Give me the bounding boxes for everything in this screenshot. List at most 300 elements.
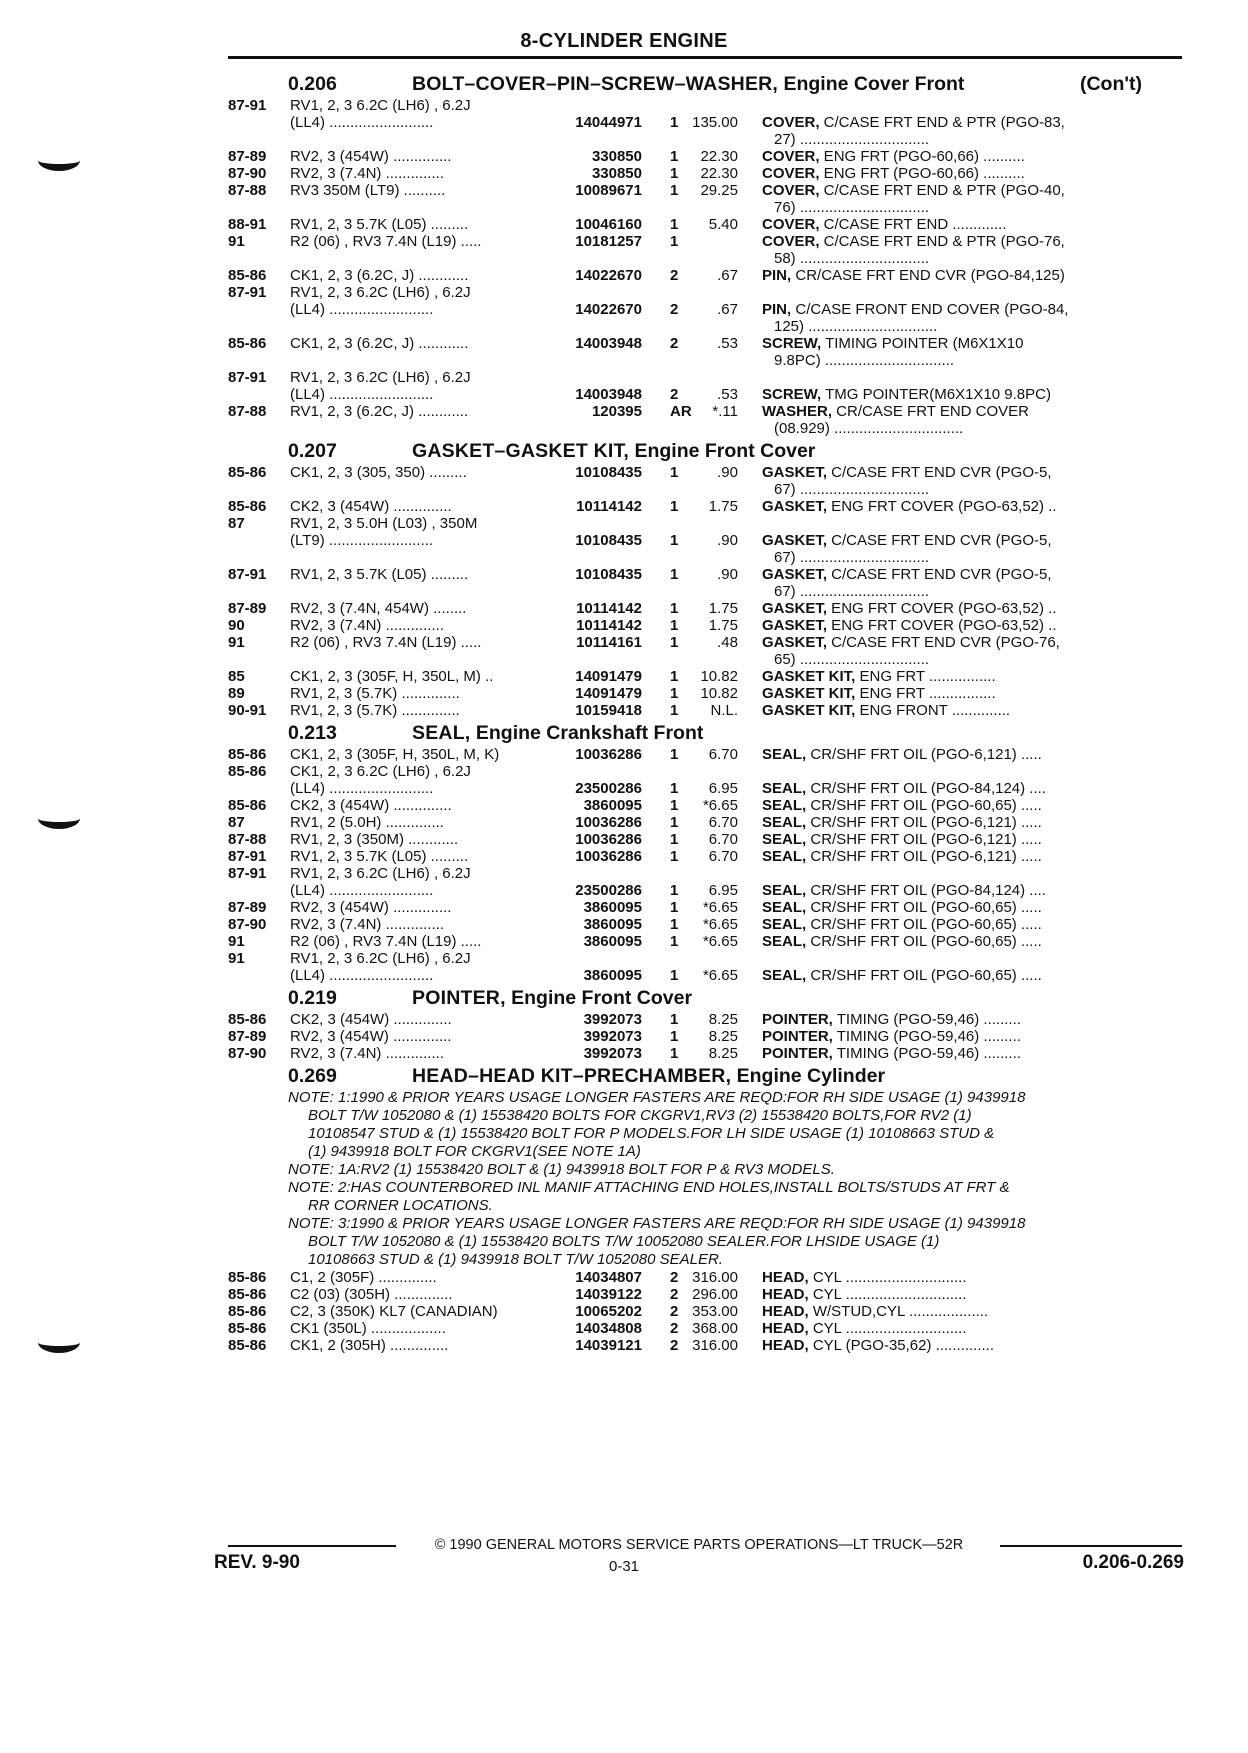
model-applicability: CK1, 2, 3 (305F, H, 350L, M, K) (290, 746, 500, 763)
empty-cell (572, 352, 646, 369)
part-description-continued: 27) ............................... (774, 131, 930, 148)
note-line: BOLT T/W 1052080 & (1) 15538420 BOLTS T/W 10052080 SEALER.FOR LHSIDE USAGE (1) (308, 1233, 940, 1250)
part-noun: COVER, (762, 165, 820, 182)
model-years: 85 (228, 668, 245, 685)
empty-cell (228, 318, 290, 335)
part-description (762, 1028, 1182, 1045)
empty-cell (228, 352, 290, 369)
quantity: 2 (670, 386, 679, 403)
model-applicability: C1, 2 (305F) .............. (290, 1269, 437, 1286)
price: .67 (717, 267, 738, 284)
quantity: 1 (670, 165, 679, 182)
quantity (646, 97, 686, 114)
part-row (228, 1011, 1182, 1028)
part-description (762, 284, 1182, 301)
section-number: 0.269 (288, 1065, 337, 1087)
part-row (228, 600, 1182, 617)
model-applicability: RV1, 2, 3 (350M) ............ (290, 831, 459, 848)
part-description (762, 515, 1182, 532)
section-number: 0.219 (288, 987, 337, 1009)
part-description (762, 267, 1182, 284)
part-row (228, 933, 1182, 950)
part-row-continuation (228, 318, 1182, 335)
part-row (228, 1303, 1182, 1320)
part-description (762, 233, 1182, 250)
part-number: 10181257 (575, 233, 642, 250)
price (686, 369, 762, 386)
quantity: 1 (670, 532, 679, 549)
empty-cell (228, 420, 290, 437)
empty-cell (686, 250, 762, 267)
empty-cell (290, 583, 572, 600)
quantity: 2 (670, 1337, 679, 1354)
part-description-detail: ENG FRT COVER (PGO-63,52) .. (827, 600, 1057, 617)
part-description-detail: C/CASE FRT END CVR (PGO-76, (827, 634, 1060, 651)
model-years: 91 (228, 950, 245, 967)
part-noun: SEAL, (762, 797, 807, 814)
part-number: 10108435 (575, 566, 642, 583)
part-row-continuation (228, 651, 1182, 668)
empty-cell (290, 549, 572, 566)
empty-cell (646, 352, 686, 369)
part-number: 10036286 (575, 814, 642, 831)
part-description-detail: CYL ............................. (808, 1320, 967, 1337)
empty-cell (290, 420, 572, 437)
quantity: 1 (670, 566, 679, 583)
part-description-detail: TMG POINTER(M6X1X10 9.8PC) (821, 386, 1051, 403)
empty-cell (228, 131, 290, 148)
part-row (228, 814, 1182, 831)
part-number: 10046160 (575, 216, 642, 233)
model-years: 87-91 (228, 97, 267, 114)
empty-cell (290, 651, 572, 668)
model-applicability: RV1, 2, 3 5.7K (L05) ......... (290, 566, 469, 583)
part-number: 3860095 (583, 967, 642, 984)
price (686, 865, 762, 882)
empty-cell (572, 131, 646, 148)
part-number: 14039122 (575, 1286, 642, 1303)
empty-cell (228, 199, 290, 216)
price: 22.30 (700, 165, 738, 182)
part-description (762, 148, 1182, 165)
model-applicability: (LL4) ......................... (290, 967, 434, 984)
part-description (762, 165, 1182, 182)
model-years: 87-91 (228, 566, 267, 583)
quantity: 2 (670, 1286, 679, 1303)
part-row-continuation (228, 583, 1182, 600)
footer-rule (1000, 1545, 1182, 1547)
part-row (228, 780, 1182, 797)
part-description-detail: CR/CASE FRT END COVER (832, 403, 1029, 420)
part-row (228, 865, 1182, 882)
empty-cell (228, 481, 290, 498)
quantity: 1 (670, 882, 679, 899)
model-applicability: RV2, 3 (454W) .............. (290, 899, 452, 916)
part-description (762, 301, 1182, 318)
part-description-detail: CR/SHF FRT OIL (PGO-84,124) .... (806, 780, 1046, 797)
model-years: 87-88 (228, 831, 267, 848)
part-description (762, 746, 1182, 763)
part-row-continuation (228, 481, 1182, 498)
price: 8.25 (708, 1045, 738, 1062)
part-noun: SEAL, (762, 848, 807, 865)
part-number: 23500286 (575, 882, 642, 899)
part-row-continuation (228, 352, 1182, 369)
quantity: 2 (670, 1269, 679, 1286)
part-description-detail: C/CASE FRT END CVR (PGO-5, (827, 464, 1052, 481)
model-years (228, 882, 290, 899)
part-noun: GASKET KIT, (762, 685, 856, 702)
part-number: 3860095 (583, 797, 642, 814)
empty-cell (646, 583, 686, 600)
part-description-detail: ENG FRT ................ (855, 668, 996, 685)
quantity: 1 (670, 780, 679, 797)
part-description (762, 369, 1182, 386)
quantity: 1 (670, 967, 679, 984)
quantity (646, 284, 686, 301)
part-description-detail: C/CASE FRT END CVR (PGO-5, (827, 532, 1052, 549)
quantity (646, 515, 686, 532)
quantity (646, 369, 686, 386)
price: 10.82 (700, 668, 738, 685)
part-description-detail: CYL ............................. (808, 1269, 967, 1286)
model-years: 87-88 (228, 403, 267, 420)
part-number: 10089671 (575, 182, 642, 199)
part-description-detail: C/CASE FRT END & PTR (PGO-76, (819, 233, 1065, 250)
part-description (762, 216, 1182, 233)
empty-cell (572, 481, 646, 498)
part-description-continued: (08.929) ............................... (774, 420, 964, 437)
part-description (762, 685, 1182, 702)
part-row (228, 1286, 1182, 1303)
part-row-continuation (228, 420, 1182, 437)
part-description (762, 464, 1182, 481)
price (686, 233, 762, 250)
part-row (228, 284, 1182, 301)
section-title (412, 987, 1182, 1009)
part-number: 14034807 (575, 1269, 642, 1286)
model-years: 85-86 (228, 335, 267, 352)
quantity (646, 950, 686, 967)
model-applicability: RV1, 2, 3 5.7K (L05) ......... (290, 848, 469, 865)
model-applicability: (LT9) ......................... (290, 532, 434, 549)
quantity: 1 (670, 233, 679, 250)
note-line: NOTE: 3:1990 & PRIOR YEARS USAGE LONGER FASTERS ARE REQD:FOR RH SIDE USAGE (1) 9439918 (288, 1215, 1026, 1232)
part-number: 3860095 (583, 916, 642, 933)
empty-cell (572, 651, 646, 668)
part-description (762, 634, 1182, 651)
section-title (412, 440, 1182, 462)
empty-cell (572, 549, 646, 566)
part-noun: PIN, (762, 301, 792, 318)
part-description (762, 114, 1182, 131)
model-years: 87-91 (228, 284, 267, 301)
price: 10.82 (700, 685, 738, 702)
model-applicability: RV1, 2, 3 6.2C (LH6) , 6.2J (290, 284, 471, 301)
part-row (228, 1269, 1182, 1286)
model-years: 85-86 (228, 1286, 267, 1303)
section-heading (228, 73, 1182, 95)
price: 1.75 (708, 498, 738, 515)
part-description-detail: C/CASE FRT END & PTR (PGO-40, (819, 182, 1065, 199)
part-row (228, 916, 1182, 933)
part-number: 3860095 (583, 899, 642, 916)
model-applicability: (LL4) ......................... (290, 780, 434, 797)
quantity: 1 (670, 1028, 679, 1045)
model-years: 91 (228, 634, 245, 651)
model-applicability: RV2, 3 (7.4N, 454W) ........ (290, 600, 467, 617)
empty-cell (686, 651, 762, 668)
footer-copyright: © 1990 GENERAL MOTORS SERVICE PARTS OPERATIONS—LT TRUCK—52R (434, 1537, 964, 1553)
empty-cell (646, 199, 686, 216)
quantity: 1 (670, 814, 679, 831)
part-description (762, 882, 1182, 899)
model-years: 91 (228, 233, 245, 250)
empty-cell (686, 420, 762, 437)
part-description-detail: CR/SHF FRT OIL (PGO-6,121) ..... (806, 831, 1042, 848)
part-noun: HEAD, (762, 1269, 809, 1286)
price: 1.75 (708, 617, 738, 634)
section-range: 0.206-0.269 (1082, 1552, 1184, 1573)
part-description (762, 335, 1182, 352)
price (686, 515, 762, 532)
price (686, 763, 762, 780)
model-years: 90-91 (228, 702, 267, 719)
part-noun: GASKET KIT, (762, 668, 856, 685)
model-years (228, 301, 290, 318)
part-row (228, 566, 1182, 583)
part-description-continued: 65) ............................... (774, 651, 930, 668)
quantity: 2 (670, 335, 679, 352)
model-applicability: CK2, 3 (454W) .............. (290, 1011, 452, 1028)
model-years: 85-86 (228, 1337, 267, 1354)
model-applicability: RV1, 2, 3 5.7K (L05) ......... (290, 216, 469, 233)
model-applicability: RV1, 2 (5.0H) .............. (290, 814, 444, 831)
part-description (762, 498, 1182, 515)
model-years (228, 386, 290, 403)
model-years: 85-86 (228, 464, 267, 481)
notes-block (288, 1089, 1168, 1269)
part-noun: POINTER, (762, 1028, 833, 1045)
part-number: 330850 (591, 165, 642, 182)
part-number: 10114142 (576, 617, 642, 634)
part-description (762, 566, 1182, 583)
part-row (228, 182, 1182, 199)
empty-cell (290, 318, 572, 335)
part-number: 23500286 (575, 780, 642, 797)
part-description (762, 933, 1182, 950)
part-number: 10114142 (576, 498, 642, 515)
part-description (762, 1286, 1182, 1303)
note-line: NOTE: 2:HAS COUNTERBORED INL MANIF ATTACHING END HOLES,INSTALL BOLTS/STUDS AT FRT & (288, 1179, 1010, 1196)
part-noun: HEAD, (762, 1303, 809, 1320)
part-row (228, 831, 1182, 848)
part-number (572, 284, 646, 301)
part-row (228, 532, 1182, 549)
binder-hole-mark (38, 1332, 80, 1353)
model-years: 87-90 (228, 916, 267, 933)
part-noun: COVER, (762, 233, 820, 250)
model-years: 87-91 (228, 848, 267, 865)
model-years: 85-86 (228, 797, 267, 814)
model-years: 87-89 (228, 899, 267, 916)
part-noun: GASKET, (762, 600, 828, 617)
part-noun: SEAL, (762, 916, 807, 933)
quantity: 1 (670, 702, 679, 719)
empty-cell (686, 199, 762, 216)
model-applicability: CK1, 2 (305H) .............. (290, 1337, 449, 1354)
part-row (228, 216, 1182, 233)
part-row (228, 1320, 1182, 1337)
section-subtitle: Engine Front Cover (634, 440, 816, 462)
part-row (228, 498, 1182, 515)
footer-rule (228, 1545, 396, 1547)
quantity: 1 (670, 933, 679, 950)
part-description-detail: CR/SHF FRT OIL (PGO-6,121) ..... (806, 814, 1042, 831)
part-number: 120395 (591, 403, 642, 420)
section-title (412, 73, 1080, 95)
part-description (762, 899, 1182, 916)
price: 6.95 (708, 882, 738, 899)
empty-cell (646, 651, 686, 668)
part-row (228, 515, 1182, 532)
price: 6.70 (708, 746, 738, 763)
model-applicability: CK1, 2, 3 (6.2C, J) ............ (290, 335, 469, 352)
part-row (228, 950, 1182, 967)
binder-hole-mark (38, 150, 80, 171)
part-row (228, 233, 1182, 250)
part-number: 3992073 (583, 1011, 642, 1028)
quantity: 2 (670, 301, 679, 318)
quantity: 1 (670, 464, 679, 481)
section-number: 0.207 (288, 440, 337, 462)
quantity: 1 (670, 797, 679, 814)
part-number (572, 515, 646, 532)
part-row (228, 114, 1182, 131)
part-description-detail: TIMING (PGO-59,46) ......... (832, 1028, 1021, 1045)
header-rule (228, 56, 1182, 59)
model-applicability: (LL4) ......................... (290, 114, 434, 131)
empty-cell (686, 352, 762, 369)
quantity: 1 (670, 634, 679, 651)
price: .67 (717, 301, 738, 318)
part-number: 14034808 (575, 1320, 642, 1337)
part-noun: COVER, (762, 148, 820, 165)
part-noun: GASKET, (762, 617, 828, 634)
part-description (762, 182, 1182, 199)
part-row (228, 746, 1182, 763)
part-description (762, 967, 1182, 984)
price: 6.70 (708, 848, 738, 865)
parts-listing (228, 70, 1182, 1354)
empty-cell (228, 651, 290, 668)
part-noun: GASKET, (762, 532, 828, 549)
section-subtitle: Engine Cylinder (736, 1065, 886, 1087)
part-description-continued: 67) ............................... (774, 481, 930, 498)
part-description (762, 814, 1182, 831)
model-years: 85-86 (228, 1320, 267, 1337)
part-row (228, 967, 1182, 984)
model-applicability: R2 (06) , RV3 7.4N (L19) ..... (290, 233, 482, 250)
part-description-detail: CR/SHF FRT OIL (PGO-60,65) ..... (806, 797, 1042, 814)
model-years: 85-86 (228, 763, 267, 780)
part-noun: SEAL, (762, 831, 807, 848)
model-applicability: CK1, 2, 3 (6.2C, J) ............ (290, 267, 469, 284)
empty-cell (290, 199, 572, 216)
part-number: 3860095 (583, 933, 642, 950)
part-number: 10065202 (575, 1303, 642, 1320)
model-applicability: RV1, 2, 3 6.2C (LH6) , 6.2J (290, 369, 471, 386)
empty-cell (686, 549, 762, 566)
empty-cell (646, 131, 686, 148)
model-applicability: CK1 (350L) .................. (290, 1320, 446, 1337)
section-heading (228, 440, 1182, 462)
part-noun: PIN, (762, 267, 792, 284)
quantity: 1 (670, 746, 679, 763)
part-noun: GASKET KIT, (762, 702, 856, 719)
price: 296.00 (692, 1286, 738, 1303)
part-description-detail: CR/SHF FRT OIL (PGO-84,124) .... (806, 882, 1046, 899)
part-row-continuation (228, 131, 1182, 148)
quantity: 1 (670, 498, 679, 515)
quantity: 2 (670, 1303, 679, 1320)
model-applicability: C2, 3 (350K) KL7 (CANADIAN) (290, 1303, 498, 1320)
model-applicability: RV1, 2, 3 (5.7K) .............. (290, 685, 460, 702)
part-row (228, 148, 1182, 165)
part-row (228, 668, 1182, 685)
empty-cell (290, 250, 572, 267)
part-noun: SCREW, (762, 335, 822, 352)
part-description-detail: C/CASE FRT END & PTR (PGO-83, (819, 114, 1065, 131)
model-years: 87 (228, 515, 245, 532)
model-years: 90 (228, 617, 245, 634)
part-number: 10036286 (575, 831, 642, 848)
model-applicability: RV2, 3 (7.4N) .............. (290, 916, 444, 933)
price: *6.65 (702, 933, 738, 950)
quantity: 1 (670, 600, 679, 617)
part-description-detail: ENG FRT COVER (PGO-63,52) .. (827, 498, 1057, 515)
quantity: 1 (670, 916, 679, 933)
revision-label: REV. 9-90 (214, 1552, 300, 1573)
note-line: NOTE: 1A:RV2 (1) 15538420 BOLT & (1) 9439918 BOLT FOR P & RV3 MODELS. (288, 1161, 835, 1178)
part-number: 14039121 (575, 1337, 642, 1354)
empty-cell (646, 549, 686, 566)
quantity: 1 (670, 899, 679, 916)
part-noun: HEAD, (762, 1286, 809, 1303)
section-heading (228, 1065, 1182, 1087)
part-description-detail: CR/SHF FRT OIL (PGO-6,121) ..... (806, 746, 1042, 763)
part-description-detail: ENG FRT (PGO-60,66) .......... (819, 165, 1025, 182)
price: *.11 (712, 403, 738, 420)
part-noun: SCREW, (762, 386, 822, 403)
section-heading (228, 722, 1182, 744)
quantity: 1 (670, 216, 679, 233)
part-row (228, 369, 1182, 386)
model-years (228, 780, 290, 797)
price (686, 950, 762, 967)
part-description (762, 797, 1182, 814)
part-description-detail: ENG FRT COVER (PGO-63,52) .. (827, 617, 1057, 634)
quantity: 1 (670, 114, 679, 131)
part-noun: COVER, (762, 114, 820, 131)
empty-cell (646, 420, 686, 437)
quantity: 1 (670, 831, 679, 848)
quantity: 1 (670, 617, 679, 634)
model-years: 85-86 (228, 746, 267, 763)
part-number (572, 950, 646, 967)
price: 368.00 (692, 1320, 738, 1337)
part-noun: COVER, (762, 216, 820, 233)
